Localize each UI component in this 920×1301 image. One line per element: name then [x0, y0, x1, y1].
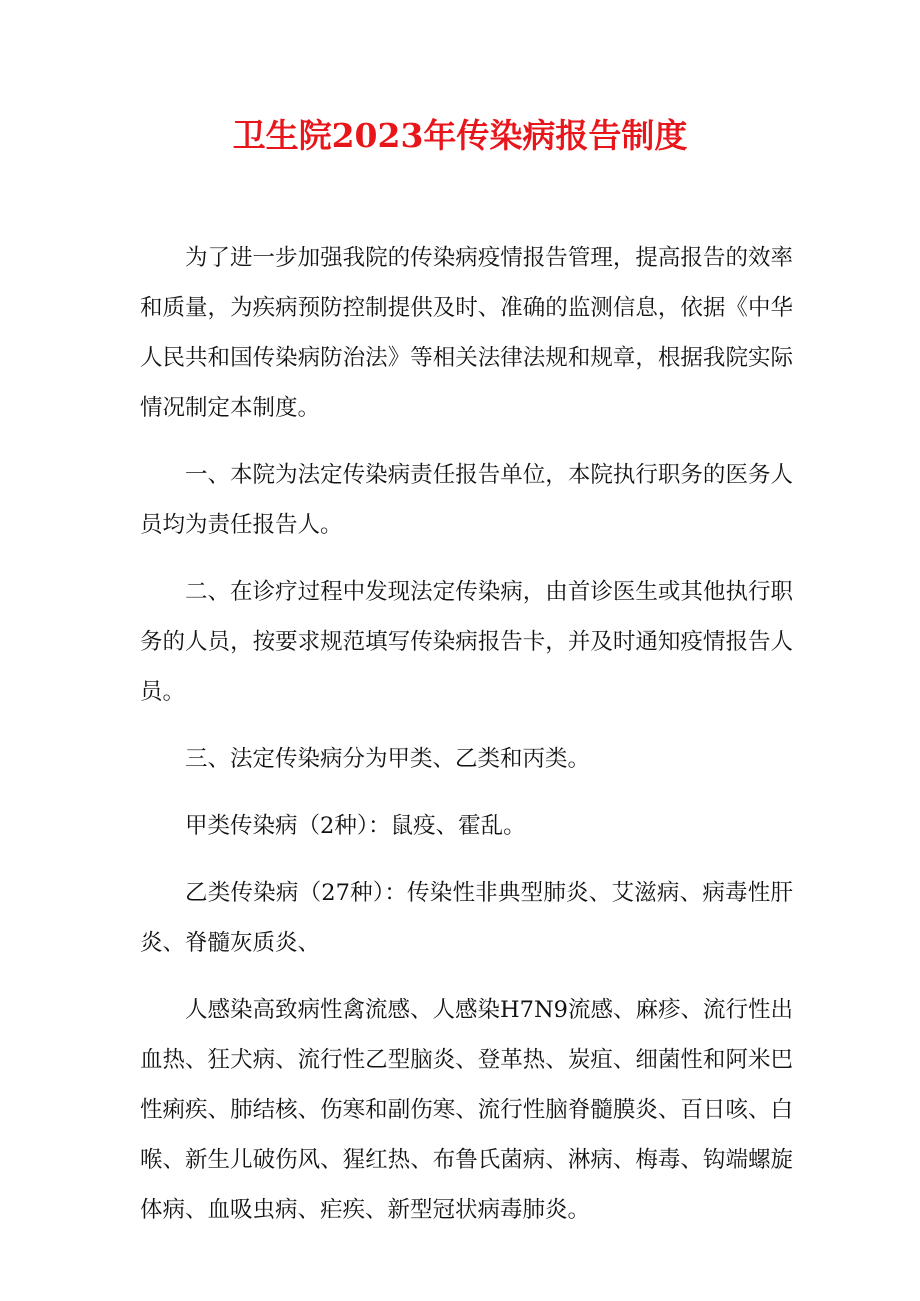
document-title: 卫生院2023年传染病报告制度 [232, 116, 688, 155]
paragraph-item-1: 一、本院为法定传染病责任报告单位，本院执行职务的医务人员均为责任报告人。 [140, 462, 793, 538]
paragraph-item-3: 三、法定传染病分为甲类、乙类和丙类。 [185, 746, 591, 772]
paragraph-item-2: 二、在诊疗过程中发现法定传染病，由首诊医生或其他执行职务的人员，按要求规范填写传染病报告卡，并及时通知疫情报告人员。 [140, 579, 793, 705]
paragraph-intro: 为了进一步加强我院的传染病疫情报告管理，提高报告的效率和质量，为疾病预防控制提供及时、准确的监测信息，依据《中华人民共和国传染病防治法》等相关法律法规和规章，根据我院实际情况制定本制度。 [140, 245, 793, 421]
paragraph-class-b: 乙类传染病（27种）：传染性非典型肺炎、艾滋病、病毒性肝炎、脊髓灰质炎、 [140, 880, 793, 956]
document-body [140, 233, 793, 1235]
paragraph-class-b-continued: 人感染高致病性禽流感、人感染H7N9流感、麻疹、流行性出血热、狂犬病、流行性乙型脑炎、登革热、炭疽、细菌性和阿米巴性痢疾、肺结核、伤寒和副伤寒、流行性脑脊髓膜炎、百日咳、白喉、新生儿破伤风、猩红热、布鲁氏菌病、淋病、梅毒、钩端螺旋体病、血吸虫病、疟疾、新型冠状病毒肺炎。 [140, 997, 793, 1223]
paragraph-class-a: 甲类传染病（2种）：鼠疫、霍乱。 [185, 813, 526, 839]
